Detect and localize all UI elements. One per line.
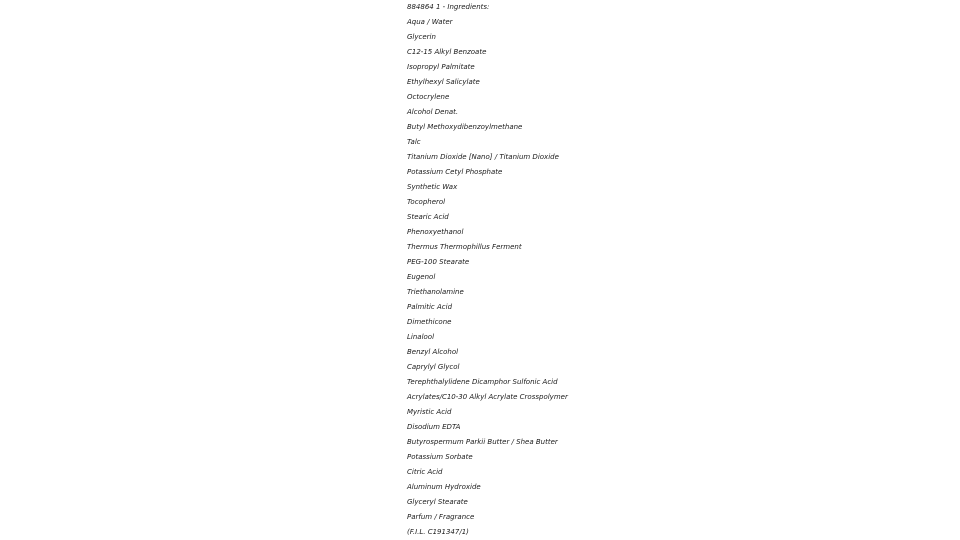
- ingredient-item: Butyl Methoxydibenzoylmethane: [407, 123, 523, 131]
- ingredient-item: Glyceryl Stearate: [407, 498, 468, 506]
- ingredient-item: Aqua / Water: [407, 18, 453, 26]
- ingredient-item: Potassium Cetyl Phosphate: [407, 168, 503, 176]
- ingredient-list: [407, 15, 807, 540]
- ingredient-item: Aluminum Hydroxide: [407, 483, 481, 491]
- ingredient-item: Parfum / Fragrance: [407, 513, 475, 521]
- ingredient-item: Linalool: [407, 333, 435, 341]
- ingredient-item: Butyrospermum Parkii Butter / Shea Butter: [407, 438, 558, 446]
- ingredient-item: Alcohol Denat.: [407, 108, 459, 116]
- ingredient-item: Stearic Acid: [407, 213, 449, 221]
- ingredient-item: Potassium Sorbate: [407, 453, 473, 461]
- ingredient-item: Caprylyl Glycol: [407, 363, 460, 371]
- ingredient-item: C12-15 Alkyl Benzoate: [407, 48, 487, 56]
- ingredient-item: PEG-100 Stearate: [407, 258, 470, 266]
- ingredient-item: Citric Acid: [407, 468, 443, 476]
- ingredient-item: Glycerin: [407, 33, 436, 41]
- ingredients-header: 884864 1 - Ingredients:: [407, 3, 490, 11]
- ingredient-item: Titanium Dioxide [Nano] / Titanium Dioxide: [407, 153, 559, 161]
- ingredient-item: Terephthalylidene Dicamphor Sulfonic Acid: [407, 378, 558, 386]
- ingredient-item: Talc: [407, 138, 421, 146]
- ingredient-item: Ethylhexyl Salicylate: [407, 78, 480, 86]
- ingredient-item: Benzyl Alcohol: [407, 348, 459, 356]
- ingredient-item: Palmitic Acid: [407, 303, 453, 311]
- ingredient-panel: [407, 0, 807, 540]
- ingredient-item: Octocrylene: [407, 93, 450, 101]
- ingredient-item: Eugenol: [407, 273, 436, 281]
- ingredient-item: Triethanolamine: [407, 288, 464, 296]
- ingredient-item: Isopropyl Palmitate: [407, 63, 475, 71]
- ingredient-item: Tocopherol: [407, 198, 446, 206]
- ingredient-item: Synthetic Wax: [407, 183, 458, 191]
- ingredient-item: Phenoxyethanol: [407, 228, 464, 236]
- ingredient-item: (F.I.L. C191347/1): [407, 528, 469, 536]
- ingredient-item: Thermus Thermophillus Ferment: [407, 243, 522, 251]
- ingredient-item: Myristic Acid: [407, 408, 452, 416]
- ingredient-item: Disodium EDTA: [407, 423, 461, 431]
- ingredient-item: Acrylates/C10-30 Alkyl Acrylate Crosspolymer: [407, 393, 568, 401]
- ingredient-item: Dimethicone: [407, 318, 452, 326]
